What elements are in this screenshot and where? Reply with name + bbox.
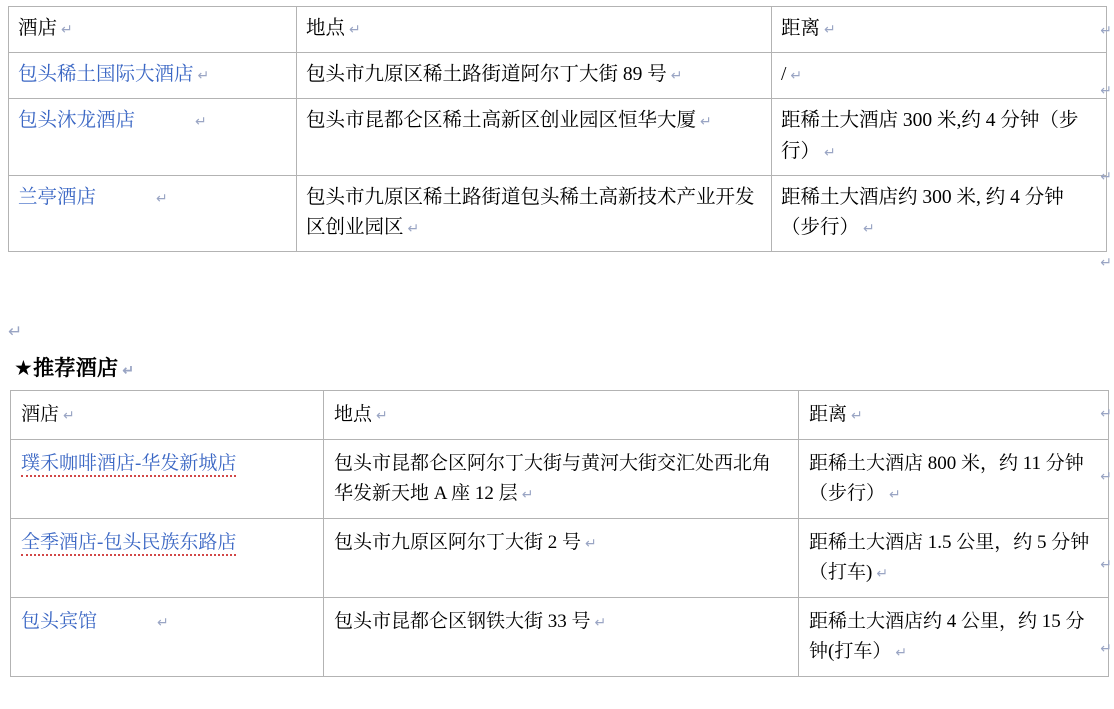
row-end-mark: ↵ xyxy=(1100,405,1112,421)
row-end-mark: ↵ xyxy=(1100,82,1112,98)
table-header-row xyxy=(11,391,1109,440)
paragraph-mark-icon: ↵ xyxy=(895,643,908,660)
paragraph-mark-icon: ↵ xyxy=(824,21,836,37)
distance-text: 距稀土大酒店约 300 米, 约 4 分钟（步行） xyxy=(781,186,1064,239)
paragraph-mark-icon: ↵ xyxy=(122,362,135,378)
location-text: 包头市昆都仑区稀土高新区创业园区恒华大厦 xyxy=(306,110,697,132)
distance-text: 距稀土大酒店约 4 公里，约 15 分钟(打车） xyxy=(809,611,1085,662)
cell-hotel-name xyxy=(9,53,297,99)
row-end-mark: ↵ xyxy=(1100,640,1112,656)
paragraph-mark-icon: ↵ xyxy=(407,220,420,237)
paragraph-mark-icon: ↵ xyxy=(889,485,901,502)
paragraph-mark-icon: ↵ xyxy=(521,485,534,502)
paragraph-mark-icon: ↵ xyxy=(824,143,836,160)
hotel-link[interactable]: 璞禾咖啡酒店-华发新城店 xyxy=(21,453,236,477)
cell-location xyxy=(297,53,772,99)
row-end-mark: ↵ xyxy=(1100,556,1112,572)
paragraph-mark-icon: ↵ xyxy=(349,21,361,37)
cell-location xyxy=(297,99,772,175)
table-header-row xyxy=(9,7,1107,53)
hotel-link[interactable]: 全季酒店-包头民族东路店 xyxy=(21,532,236,556)
location-text: 包头市九原区稀土路街道阿尔丁大街 89 号 xyxy=(306,64,667,86)
row-end-mark: ↵ xyxy=(1100,254,1112,270)
hotel-link[interactable]: 包头宾馆 xyxy=(21,611,98,633)
distance-text: / xyxy=(781,64,787,86)
cell-location xyxy=(324,440,799,519)
table-row xyxy=(9,53,1107,99)
table-header-hotel xyxy=(9,7,297,53)
cell-distance xyxy=(772,53,1107,99)
paragraph-mark-icon: ↵ xyxy=(670,67,683,84)
table-header-distance xyxy=(772,7,1107,53)
paragraph-mark-icon: ↵ xyxy=(863,220,875,237)
cell-distance xyxy=(772,175,1107,251)
header-text-hotel: 酒店 xyxy=(18,18,58,39)
paragraph-mark-icon: ↵ xyxy=(197,67,210,84)
paragraph-mark-icon: ↵ xyxy=(700,113,712,130)
cell-location xyxy=(297,175,772,251)
cell-hotel-name xyxy=(9,175,297,251)
location-text: 包头市九原区阿尔丁大街 2 号 xyxy=(334,532,582,554)
header-text-hotel: 酒店 xyxy=(21,404,60,425)
paragraph-mark-icon: ↵ xyxy=(157,614,169,631)
header-text-distance: 距离 xyxy=(809,404,848,425)
header-text-location: 地点 xyxy=(306,18,346,39)
table-header-location xyxy=(297,7,772,53)
paragraph-mark-icon: ↵ xyxy=(376,407,388,423)
cell-distance xyxy=(772,99,1107,175)
row-end-mark: ↵ xyxy=(1100,168,1112,184)
table-row xyxy=(11,440,1109,519)
paragraph-mark-icon: ↵ xyxy=(594,614,607,631)
distance-text: 距稀土大酒店 1.5 公里，约 5 分钟（打车) xyxy=(809,532,1090,583)
location-text: 包头市昆都仑区阿尔丁大街与黄河大街交汇处西北角华发新天地 A 座 12 层 xyxy=(334,453,772,504)
table-header-distance xyxy=(799,391,1109,440)
hotel-link[interactable]: 包头稀土国际大酒店 xyxy=(18,64,194,86)
paragraph-mark-icon: ↵ xyxy=(195,113,207,130)
table-row xyxy=(9,99,1107,175)
cell-hotel-name xyxy=(9,99,297,175)
cell-distance xyxy=(799,598,1109,677)
cell-hotel-name xyxy=(11,440,324,519)
row-end-mark: ↵ xyxy=(1100,22,1112,38)
cell-hotel-name xyxy=(11,598,324,677)
paragraph-mark-icon: ↵ xyxy=(156,189,168,206)
table-header-location xyxy=(324,391,799,440)
section-heading-text: ★推荐酒店 xyxy=(14,357,119,380)
header-text-distance: 距离 xyxy=(781,18,821,39)
table-header-hotel xyxy=(11,391,324,440)
distance-text: 距稀土大酒店 300 米,约 4 分钟（步行） xyxy=(781,110,1079,162)
table-row xyxy=(11,519,1109,598)
cell-hotel-name xyxy=(11,519,324,598)
table-row xyxy=(11,598,1109,677)
distance-text: 距稀土大酒店 800 米，约 11 分钟（步行） xyxy=(809,453,1084,504)
paragraph-mark-icon: ↵ xyxy=(61,21,73,37)
location-text: 包头市昆都仑区钢铁大街 33 号 xyxy=(334,611,591,633)
cell-distance xyxy=(799,440,1109,519)
hotel-link[interactable]: 包头沐龙酒店 xyxy=(18,110,136,132)
paragraph-mark-icon: ↵ xyxy=(876,564,889,581)
spacer-paragraph-mark xyxy=(8,322,22,342)
hotel-link[interactable]: 兰亭酒店 xyxy=(18,186,97,208)
paragraph-mark-icon: ↵ xyxy=(63,407,75,423)
paragraph-mark-icon: ↵ xyxy=(585,535,597,552)
cell-distance xyxy=(799,519,1109,598)
header-text-location: 地点 xyxy=(334,404,373,425)
paragraph-mark-icon: ↵ xyxy=(8,322,23,341)
table-row xyxy=(9,175,1107,251)
location-text: 包头市九原区稀土路街道包头稀土高新技术产业开发区创业园区 xyxy=(306,186,755,239)
section-heading xyxy=(14,352,134,382)
hotel-table-primary xyxy=(8,6,1107,252)
paragraph-mark-icon: ↵ xyxy=(851,407,863,423)
cell-location xyxy=(324,598,799,677)
row-end-mark: ↵ xyxy=(1100,468,1112,484)
cell-location xyxy=(324,519,799,598)
hotel-table-recommended xyxy=(10,390,1109,677)
paragraph-mark-icon: ↵ xyxy=(790,67,803,84)
